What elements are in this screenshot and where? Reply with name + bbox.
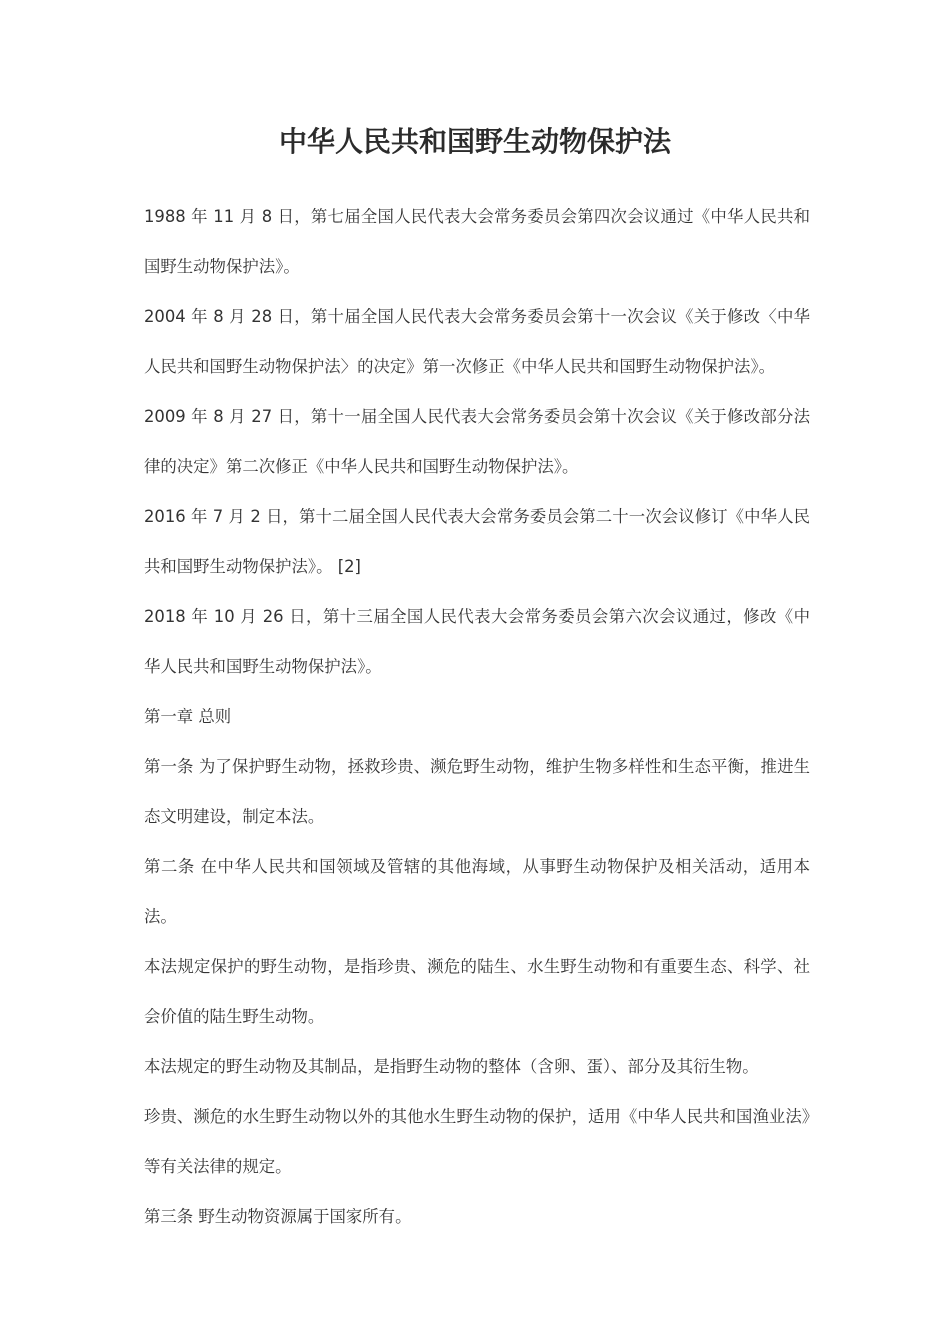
paragraph-amendment-2009: 2009 年 8 月 27 日，第十一届全国人民代表大会常务委员会第十次会议《关于修改部分法律的决定》第二次修正《中华人民共和国野生动物保护法》。 [144,407,810,476]
paragraph-enactment-1988: 1988 年 11 月 8 日，第七届全国人民代表大会常务委员会第四次会议通过《中华人民共和国野生动物保护法》。 [144,207,810,276]
chapter-heading: 第一章 总则 [144,707,232,726]
article-1: 第一条 为了保护野生动物，拯救珍贵、濒危野生动物，维护生物多样性和生态平衡，推进生态文明建设，制定本法。 [144,757,810,826]
article-2-clause-3: 本法规定的野生动物及其制品，是指野生动物的整体（含卵、蛋）、部分及其衍生物。 [144,1057,759,1076]
paragraph-revision-2016: 2016 年 7 月 2 日，第十二届全国人民代表大会常务委员会第二十一次会议修订《中华人民共和国野生动物保护法》。 [2] [144,507,810,576]
document-title: 中华人民共和国野生动物保护法 [278,125,671,158]
paragraph-amendment-2018: 2018 年 10 月 26 日，第十三届全国人民代表大会常务委员会第六次会议通过，修改《中华人民共和国野生动物保护法》。 [144,607,810,676]
article-2-clause-4: 珍贵、濒危的水生野生动物以外的其他水生野生动物的保护，适用《中华人民共和国渔业法》等有关法律的规定。 [144,1107,810,1176]
paragraph-amendment-2004: 2004 年 8 月 28 日，第十届全国人民代表大会常务委员会第十一次会议《关于修改〈中华人民共和国野生动物保护法〉的决定》第一次修正《中华人民共和国野生动物保护法》。 [144,307,810,376]
article-2-clause-2: 本法规定保护的野生动物，是指珍贵、濒危的陆生、水生野生动物和有重要生态、科学、社会价值的陆生野生动物。 [144,957,810,1026]
document-body [144,192,810,1242]
article-3: 第三条 野生动物资源属于国家所有。 [144,1207,412,1226]
article-2: 第二条 在中华人民共和国领域及管辖的其他海域，从事野生动物保护及相关活动，适用本法。 [144,857,810,926]
